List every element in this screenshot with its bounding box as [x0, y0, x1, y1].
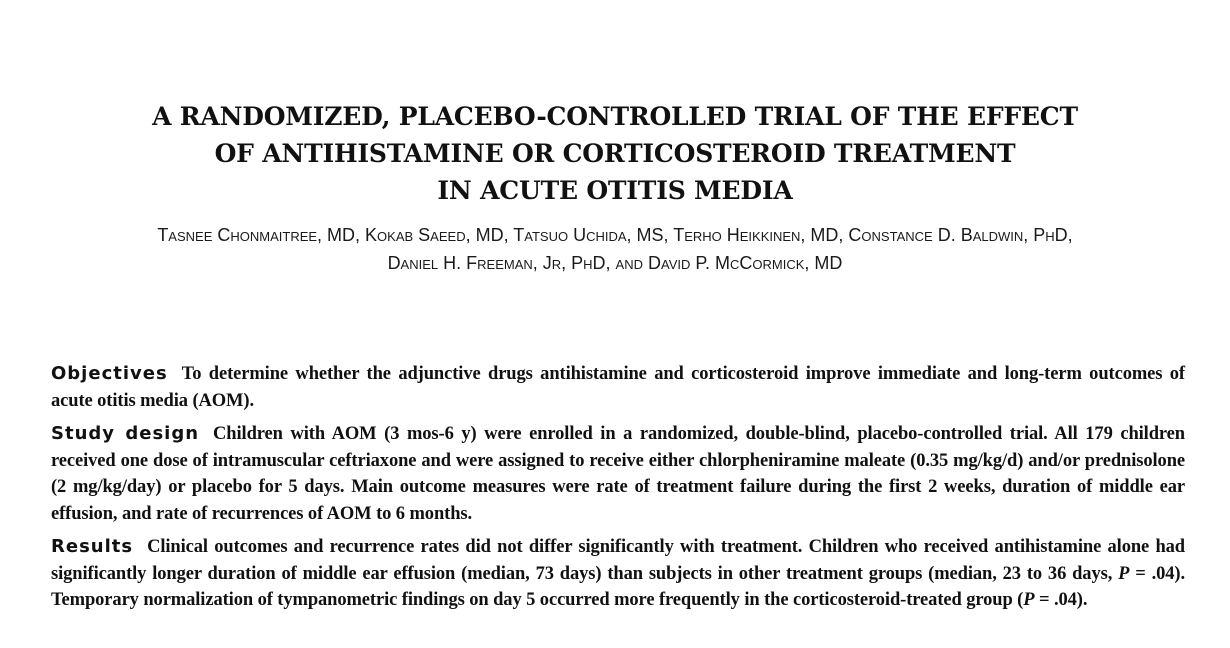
results-text-part: Clinical outcomes and recurrence rates did not differ significantly with treatment. Children who received antihistamine alone had significantly longer duration of middle ear effusion (median, 73 days) than subjects in other treatment groups (median, 23 to 36 days, [51, 537, 1185, 584]
abstract-study-design [51, 421, 1185, 527]
study-design-heading: Study design [51, 423, 200, 444]
study-design-text: Children with AOM (3 mos-6 y) were enrolled in a randomized, double-blind, placebo-controlled trial. All 179 children received one dose of intramuscular ceftriaxone and were assigned to receive either chlorpheniramine maleate (0.35 mg/kg/d) and/or prednisolone (2 mg/kg/day) or placebo for 5 days. Main outcome measures were rate of treatment failure during the first 2 weeks, duration of middle ear effusion, and rate of recurrences of AOM to 6 months. [51, 424, 1185, 524]
objectives-heading: Objectives [51, 363, 168, 384]
results-text-part: = .04). Temporary normalization of tympanometric findings on day 5 occurred more frequently in the corticosteroid-treated group ( [51, 563, 1185, 610]
results-text-part: = .04). [1034, 590, 1088, 610]
abstract [51, 361, 1185, 621]
p-value-symbol: P [1023, 590, 1035, 610]
title-line: A RANDOMIZED, PLACEBO-CONTROLLED TRIAL OF THE EFFECT [152, 102, 1078, 131]
objectives-text: To determine whether the adjunctive drugs antihistamine and corticosteroid improve immediate and long-term outcomes of acute otitis media (AOM). [51, 364, 1185, 411]
results-text [51, 537, 1185, 610]
author-line: Tasnee Chonmaitree, MD, Kokab Saeed, MD, Tatsuo Uchida, MS, Terho Heikkinen, MD, Constance D. Baldwin, PhD, [157, 225, 1073, 245]
abstract-results [51, 534, 1185, 614]
title-line: OF ANTIHISTAMINE OR CORTICOSTEROID TREATMENT [214, 139, 1016, 168]
results-heading: Results [51, 536, 134, 557]
abstract-objectives [51, 361, 1185, 414]
author-line: Daniel H. Freeman, Jr, PhD, and David P. McCormick, MD [387, 253, 843, 273]
author-list [0, 221, 1230, 277]
p-value-symbol: P [1118, 563, 1130, 584]
paper-title [0, 98, 1230, 209]
title-line: IN ACUTE OTITIS MEDIA [437, 176, 793, 205]
